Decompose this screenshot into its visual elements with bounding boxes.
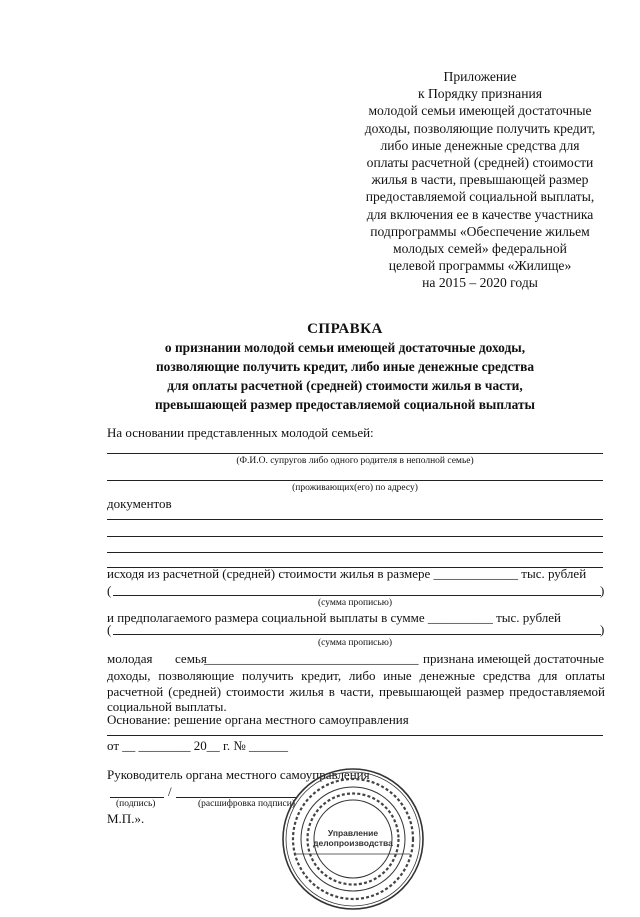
signature-slash: / bbox=[168, 784, 172, 799]
address-caption: (проживающих(его) по адресу) bbox=[292, 483, 418, 493]
appendix-line: молодой семьи имеющей достаточные bbox=[368, 103, 592, 119]
appendix-line: жилья в части, превышающей размер bbox=[371, 172, 589, 188]
fio-line bbox=[107, 453, 603, 454]
appendix-line: к Порядку признания bbox=[417, 86, 543, 102]
decision-line bbox=[107, 735, 603, 736]
payment-text: и предполагаемого размера социальной выплаты в сумме bbox=[107, 610, 425, 625]
title-sub-line: позволяющие получить кредит, либо иные денежные средства bbox=[155, 359, 535, 374]
documents-line-3 bbox=[107, 552, 603, 553]
cost-blank: _____________ bbox=[433, 566, 519, 581]
sum-words-caption: (сумма прописью) bbox=[318, 598, 392, 608]
payment-blank: __________ bbox=[427, 610, 493, 625]
appendix-line: для включения ее в качестве участника bbox=[366, 206, 594, 222]
signature-caption: (подпись) bbox=[116, 799, 156, 809]
appendix-line: предоставляемой социальной выплаты, bbox=[365, 189, 595, 205]
family-paragraph: доходы, позволяющие получить кредит, либо иные денежные средства для оплаты расчетной (средней) стоимости жилья в части, превышающей размер предоставляемой социальной выплаты. bbox=[107, 668, 605, 714]
cost-unit: тыс. рублей bbox=[521, 566, 587, 581]
appendix-header bbox=[330, 68, 630, 292]
signature-line bbox=[110, 797, 164, 798]
date-line: от __ ________ 20__ г. № ______ bbox=[107, 738, 289, 753]
documents-label: документов bbox=[107, 496, 172, 511]
seal-center-text bbox=[280, 828, 426, 848]
paren-open: ( bbox=[107, 583, 112, 598]
payment-row bbox=[107, 610, 561, 626]
appendix-line: на 2015 – 2020 годы bbox=[422, 275, 538, 291]
title-sub-line: превышающей размер предоставляемой социальной выплаты bbox=[154, 397, 535, 412]
paren-close: ) bbox=[600, 622, 605, 637]
address-line bbox=[107, 480, 603, 481]
family-word-2: семья bbox=[175, 651, 207, 666]
appendix-line: молодых семей» федеральной bbox=[393, 241, 567, 257]
head-label: Руководитель органа местного самоуправления bbox=[107, 767, 370, 782]
family-blank: _________________________________ bbox=[204, 651, 419, 666]
seal-text-line: делопроизводства bbox=[313, 838, 393, 848]
documents-line-1 bbox=[107, 519, 603, 520]
appendix-line: либо иные денежные средства для bbox=[380, 137, 580, 153]
cost-words-line bbox=[113, 595, 601, 596]
appendix-line: Приложение bbox=[443, 69, 517, 84]
payment-unit: тыс. рублей bbox=[496, 610, 561, 625]
fio-caption: (Ф.И.О. супругов либо одного родителя в неполной семье) bbox=[236, 456, 474, 466]
document-title bbox=[90, 320, 600, 414]
title-sub-line: для оплаты расчетной (средней) стоимости жилья в части, bbox=[167, 378, 523, 393]
seal-text-line: Управление bbox=[327, 828, 379, 838]
official-seal bbox=[280, 766, 426, 912]
family-recognized: признана имеющей достаточные bbox=[423, 651, 605, 666]
cost-row bbox=[107, 566, 586, 582]
appendix-line: подпрограммы «Обеспечение жильем bbox=[370, 223, 590, 239]
appendix-line: оплаты расчетной (средней) стоимости bbox=[366, 155, 594, 171]
decryption-line bbox=[176, 797, 296, 798]
cost-text: исходя из расчетной (средней) стоимости жилья в размере bbox=[107, 566, 431, 581]
basis-intro: На основании представленных молодой семьей: bbox=[107, 425, 374, 440]
family-word-1: молодая bbox=[107, 651, 153, 666]
decision-basis: Основание: решение органа местного самоуправления bbox=[107, 712, 409, 727]
paren-open: ( bbox=[107, 622, 112, 637]
title-main: СПРАВКА bbox=[307, 321, 383, 337]
paren-close: ) bbox=[600, 583, 605, 598]
mp-label: М.П.». bbox=[107, 811, 145, 826]
sum-words-caption: (сумма прописью) bbox=[318, 638, 392, 648]
documents-line-2 bbox=[107, 536, 603, 537]
decryption-caption: (расшифровка подписи) bbox=[198, 799, 295, 809]
appendix-line: доходы, позволяющие получить кредит, bbox=[364, 120, 596, 136]
title-sub-line: о признании молодой семьи имеющей достаточные доходы, bbox=[164, 340, 526, 355]
appendix-line: целевой программы «Жилище» bbox=[388, 258, 572, 274]
payment-words-line bbox=[113, 634, 601, 635]
